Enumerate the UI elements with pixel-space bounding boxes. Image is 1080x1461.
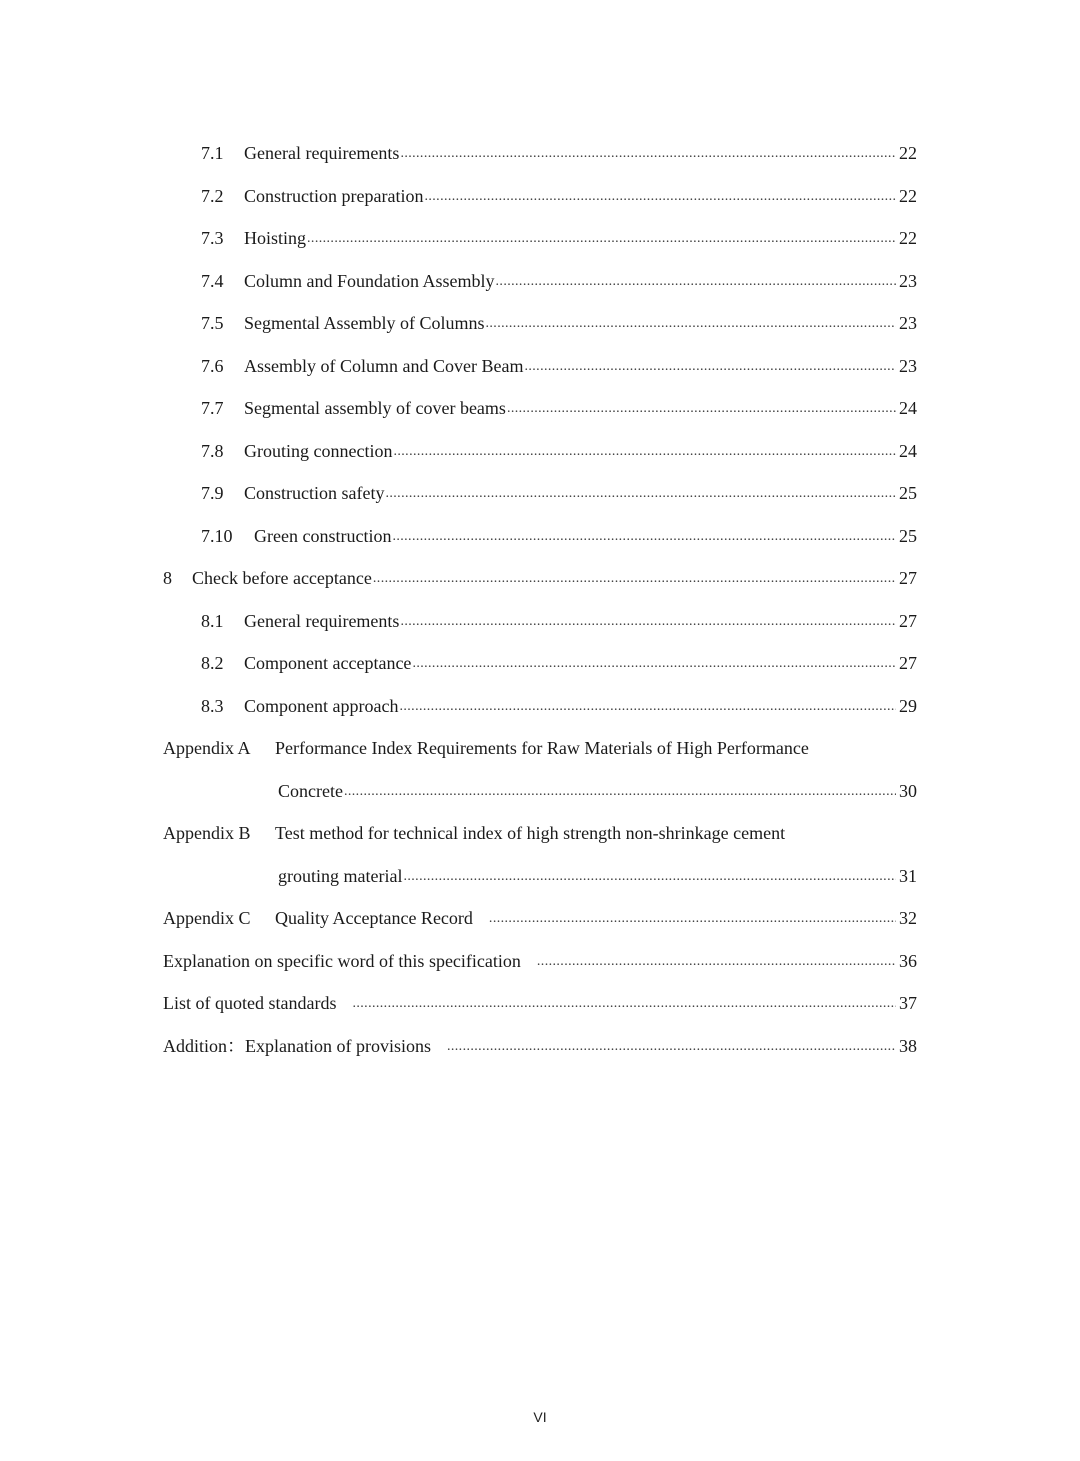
toc-entry-number: 8.3: [201, 695, 224, 716]
toc-entry-page: 22: [899, 143, 917, 164]
toc-entry-7-4[interactable]: [163, 260, 917, 303]
toc-entry-number: Appendix A: [163, 738, 251, 759]
toc-entry-number: 8.2: [201, 653, 224, 674]
dot-leader: [489, 909, 896, 927]
dot-leader: [399, 697, 896, 715]
toc-entry-quoted-standards[interactable]: [163, 982, 917, 1025]
dot-leader: [447, 1037, 896, 1055]
toc-entry-page: 32: [899, 908, 917, 929]
toc-entry-page: 24: [899, 440, 917, 461]
toc-entry-title: Component approach: [244, 695, 399, 716]
toc-entry-page: 23: [899, 313, 917, 334]
toc-entry-7-10[interactable]: [163, 515, 917, 558]
toc-entry-number: 7.2: [201, 185, 224, 206]
toc-entry-page: 38: [899, 1035, 917, 1056]
dot-leader: [307, 229, 896, 247]
toc-entry-number: 8: [163, 568, 172, 589]
toc-entry-8-2[interactable]: [163, 642, 917, 685]
toc-entry-page: 23: [899, 355, 917, 376]
toc-entry-page: 22: [899, 185, 917, 206]
toc-entry-title: grouting material: [278, 865, 403, 886]
toc-entry-title: Quality Acceptance Record: [275, 908, 473, 929]
toc-entry-title: Construction preparation: [244, 185, 424, 206]
dot-leader: [486, 314, 897, 332]
toc-entry-appendix-a-continued[interactable]: [163, 770, 917, 813]
dot-leader: [424, 187, 896, 205]
toc-entry-page: 36: [899, 950, 917, 971]
toc-entry-7-1[interactable]: [163, 132, 917, 175]
toc-entry-appendix-b[interactable]: [163, 812, 917, 855]
toc-entry-page: 22: [899, 228, 917, 249]
toc-entry-page: 31: [899, 865, 917, 886]
toc-entry-title: Grouting connection: [244, 440, 393, 461]
dot-leader: [507, 399, 896, 417]
toc-entry-7-9[interactable]: [163, 472, 917, 515]
dot-leader: [403, 867, 896, 885]
toc-entry-page: 29: [899, 695, 917, 716]
toc-entry-appendix-c[interactable]: [163, 897, 917, 940]
toc-entry-number: 7.6: [201, 355, 224, 376]
toc-entry-page: 30: [899, 780, 917, 801]
toc-entry-7-6[interactable]: [163, 345, 917, 388]
toc-entry-title: General requirements: [244, 610, 400, 631]
toc-entry-title: Segmental assembly of cover beams: [244, 398, 506, 419]
toc-entry-7-2[interactable]: [163, 175, 917, 218]
dot-leader: [400, 144, 896, 162]
dot-leader: [400, 612, 896, 630]
toc-entry-title: Concrete: [278, 780, 343, 801]
toc-entry-page: 24: [899, 398, 917, 419]
toc-entry-title: Green construction: [254, 525, 392, 546]
dot-leader: [352, 994, 896, 1012]
toc-entry-number: Appendix C: [163, 908, 251, 929]
toc-entry-number: 7.3: [201, 228, 224, 249]
toc-entry-page: 27: [899, 653, 917, 674]
toc-entry-title: General requirements: [244, 143, 400, 164]
toc-entry-7-3[interactable]: [163, 217, 917, 260]
toc-entry-title: Performance Index Requirements for Raw Materials of High Performance: [275, 738, 809, 759]
toc-entry-appendix-b-continued[interactable]: [163, 855, 917, 898]
toc-entry-page: 27: [899, 568, 917, 589]
dot-leader: [496, 272, 896, 290]
toc-entry-title: Hoisting: [244, 228, 307, 249]
toc-entry-title: Segmental Assembly of Columns: [244, 313, 485, 334]
toc-entry-number: 7.4: [201, 270, 224, 291]
toc-entry-title: Construction safety: [244, 483, 385, 504]
dot-leader: [412, 654, 896, 672]
toc-entry-7-5[interactable]: [163, 302, 917, 345]
toc-entry-8-1[interactable]: [163, 600, 917, 643]
toc-entry-title: List of quoted standards: [163, 993, 337, 1014]
toc-entry-7-8[interactable]: [163, 430, 917, 473]
toc-entry-8-3[interactable]: [163, 685, 917, 728]
toc-entry-number: 7.1: [201, 143, 224, 164]
toc-entry-number: 7.8: [201, 440, 224, 461]
toc-entry-page: 37: [899, 993, 917, 1014]
toc-entry-page: 25: [899, 483, 917, 504]
page-number-footer: VI: [533, 1409, 547, 1425]
toc-entry-number: 7.5: [201, 313, 224, 334]
toc-entry-number: 7.7: [201, 398, 224, 419]
toc-entry-page: 23: [899, 270, 917, 291]
toc-entry-chapter-8[interactable]: [163, 557, 917, 600]
toc-entry-appendix-a[interactable]: [163, 727, 917, 770]
toc-entry-title: Explanation on specific word of this specification: [163, 950, 521, 971]
toc-entry-title: Column and Foundation Assembly: [244, 270, 495, 291]
toc-entry-page: 25: [899, 525, 917, 546]
toc-entry-title: Check before acceptance: [192, 568, 372, 589]
toc-entry-title: Component acceptance: [244, 653, 412, 674]
toc-entry-title: Addition：Explanation of provisions: [163, 1035, 431, 1056]
toc-entry-number: 7.9: [201, 483, 224, 504]
dot-leader: [385, 484, 896, 502]
toc-entry-number: Appendix B: [163, 823, 251, 844]
dot-leader: [393, 442, 896, 460]
toc-entry-title: Assembly of Column and Cover Beam: [244, 355, 524, 376]
toc-entry-explanation-of-words[interactable]: [163, 940, 917, 983]
toc-entry-explanation-of-provisions[interactable]: [163, 1025, 917, 1068]
dot-leader: [344, 782, 896, 800]
toc-entry-page: 27: [899, 610, 917, 631]
dot-leader: [524, 357, 896, 375]
toc-entry-7-7[interactable]: [163, 387, 917, 430]
toc-entry-title: Test method for technical index of high strength non-shrinkage cement: [275, 823, 786, 844]
table-of-contents: [163, 132, 917, 1067]
toc-entry-number: 8.1: [201, 610, 224, 631]
toc-entry-number: 7.10: [201, 525, 233, 546]
dot-leader: [537, 952, 896, 970]
dot-leader: [373, 569, 896, 587]
dot-leader: [392, 527, 896, 545]
